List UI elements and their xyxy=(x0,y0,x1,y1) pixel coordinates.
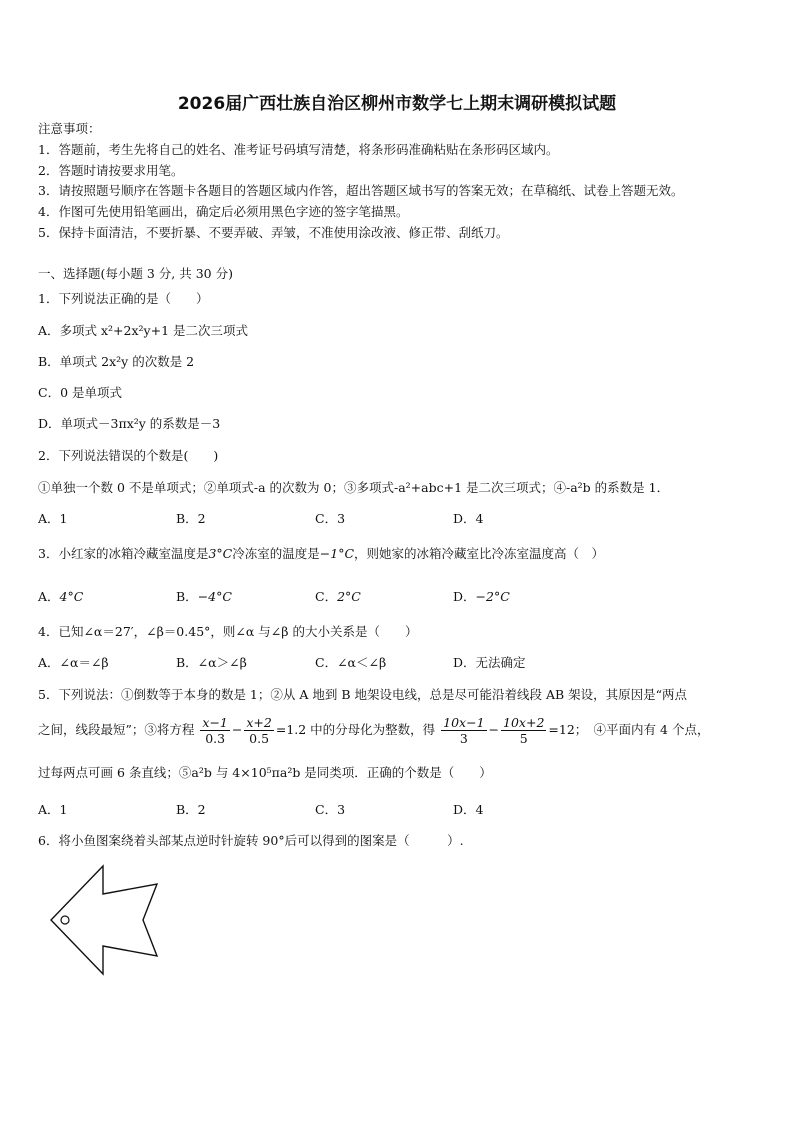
fish-figure xyxy=(45,862,165,980)
notice-item: 3．请按照题号顺序在答题卡各题目的答题区域内作答，超出答题区域书写的答案无效；在草稿纸、试卷上答题无效。 xyxy=(38,183,684,198)
minus-sign: − xyxy=(488,722,500,737)
question-1-option-b: B．单项式 2x²y 的次数是 2 xyxy=(38,354,195,369)
fraction-numerator: 10x−1 xyxy=(443,715,485,730)
fraction xyxy=(501,715,546,746)
fraction-numerator: 10x+2 xyxy=(503,715,545,730)
question-4-option-b: B．∠α＞∠β xyxy=(176,655,247,670)
fraction-numerator: x−1 xyxy=(202,715,228,730)
question-1-option-c: C．0 是单项式 xyxy=(38,385,122,400)
question-2-option-c: C．3 xyxy=(315,511,346,526)
question-3-option-b xyxy=(176,589,232,605)
notice-heading: 注意事项： xyxy=(38,121,101,136)
notice-item: 5．保持卡面清洁，不要折暴、不要弄破、弄皱，不准使用涂改液、修正带、刮纸刀。 xyxy=(38,225,509,240)
temperature-value: 3°C xyxy=(208,546,233,561)
fish-eye xyxy=(61,916,69,924)
fraction-denominator: 3 xyxy=(459,731,468,746)
fraction xyxy=(441,715,486,746)
question-5-text: =12； ④平面内有 4 个点， xyxy=(548,722,710,737)
question-5-option-b: B．2 xyxy=(176,802,206,817)
question-5-option-d: D．4 xyxy=(453,802,484,817)
question-4-option-d: D．无法确定 xyxy=(453,655,526,670)
fraction xyxy=(200,715,229,746)
option-label: C． xyxy=(315,589,338,604)
question-1-option-a: A．多项式 x²+2x²y+1 是二次三项式 xyxy=(38,323,249,338)
fraction-denominator: 0.5 xyxy=(249,731,270,746)
page-title: 2026届广西壮族自治区柳州市数学七上期末调研模拟试题 xyxy=(177,94,617,114)
notice-item: 4．作图可先使用铅笔画出，确定后必须用黑色字迹的签字笔描黑。 xyxy=(38,204,409,219)
option-value: 4°C xyxy=(59,589,84,604)
question-5-option-c: C．3 xyxy=(315,802,346,817)
question-2-option-b: B．2 xyxy=(176,511,206,526)
fraction xyxy=(244,715,273,746)
option-label: A． xyxy=(38,589,60,604)
question-2-option-a: A．1 xyxy=(38,511,68,526)
question-1-option-d: D．单项式－3πx²y 的系数是－3 xyxy=(38,416,221,431)
question-2-option-d: D．4 xyxy=(453,511,484,526)
fish-outline xyxy=(51,866,157,974)
question-2-body: ①单独一个数 0 不是单项式；②单项式-a 的次数为 0；③多项式-a²+abc+1 是二次三项式；④-a²b 的系数是 1． xyxy=(38,480,670,495)
question-5-line2 xyxy=(38,713,709,747)
option-label: B． xyxy=(176,589,198,604)
question-3-option-c xyxy=(315,589,361,605)
question-3-stem xyxy=(38,546,604,562)
question-3-stem-part: 3．小红家的冰箱冷藏室温度是 xyxy=(38,546,209,561)
option-value: −4°C xyxy=(197,589,232,604)
question-4-option-a: A．∠α＝∠β xyxy=(38,655,109,670)
question-5-option-a: A．1 xyxy=(38,802,68,817)
question-3-option-d xyxy=(453,589,510,605)
notice-item: 2．答题时请按要求用笔。 xyxy=(38,163,184,178)
question-4-stem: 4．已知∠α＝27′，∠β＝0.45°，则∠α 与∠β 的大小关系是（ ） xyxy=(38,624,418,639)
fraction-numerator: x+2 xyxy=(246,715,272,730)
question-6-stem: 6．将小鱼图案绕着头部某点逆时针旋转 90°后可以得到的图案是（ ）. xyxy=(38,833,464,848)
section-heading: 一、选择题(每小题 3 分, 共 30 分) xyxy=(38,266,233,281)
question-5-text: 之间，线段最短”；③将方程 xyxy=(38,722,195,737)
fraction-denominator: 0.3 xyxy=(205,731,226,746)
question-5-text: =1.2 中的分母化为整数，得 xyxy=(275,722,436,737)
temperature-value: −1°C xyxy=(319,546,355,561)
fraction-denominator: 5 xyxy=(519,731,528,746)
question-1-stem: 1．下列说法正确的是（ ） xyxy=(38,291,209,306)
option-label: D． xyxy=(453,589,476,604)
question-2-stem: 2．下列说法错误的个数是( ) xyxy=(38,448,219,463)
question-3-stem-part: 冷冻室的温度是 xyxy=(232,546,320,561)
option-value: −2°C xyxy=(475,589,510,604)
question-5-line1: 5．下列说法：①倒数等于本身的数是 1；②从 A 地到 B 地架设电线，总是尽可能沿着线段 AB 架设，其原因是“两点 xyxy=(38,687,688,702)
question-4-option-c: C．∠α＜∠β xyxy=(315,655,387,670)
option-value: 2°C xyxy=(337,589,361,604)
question-5-line3: 过每两点可画 6 条直线；⑤a²b 与 4×10⁵πa²b 是同类项．正确的个数是（ ） xyxy=(38,765,492,780)
question-3-stem-part: ，则她家的冰箱冷藏室比冷冻室温度高（ ） xyxy=(354,546,605,561)
question-3-option-a xyxy=(38,589,83,605)
notice-item: 1．答题前，考生先将自己的姓名、准考证号码填写清楚，将条形码准确粘贴在条形码区域内。 xyxy=(38,142,559,157)
minus-sign: − xyxy=(231,722,243,737)
